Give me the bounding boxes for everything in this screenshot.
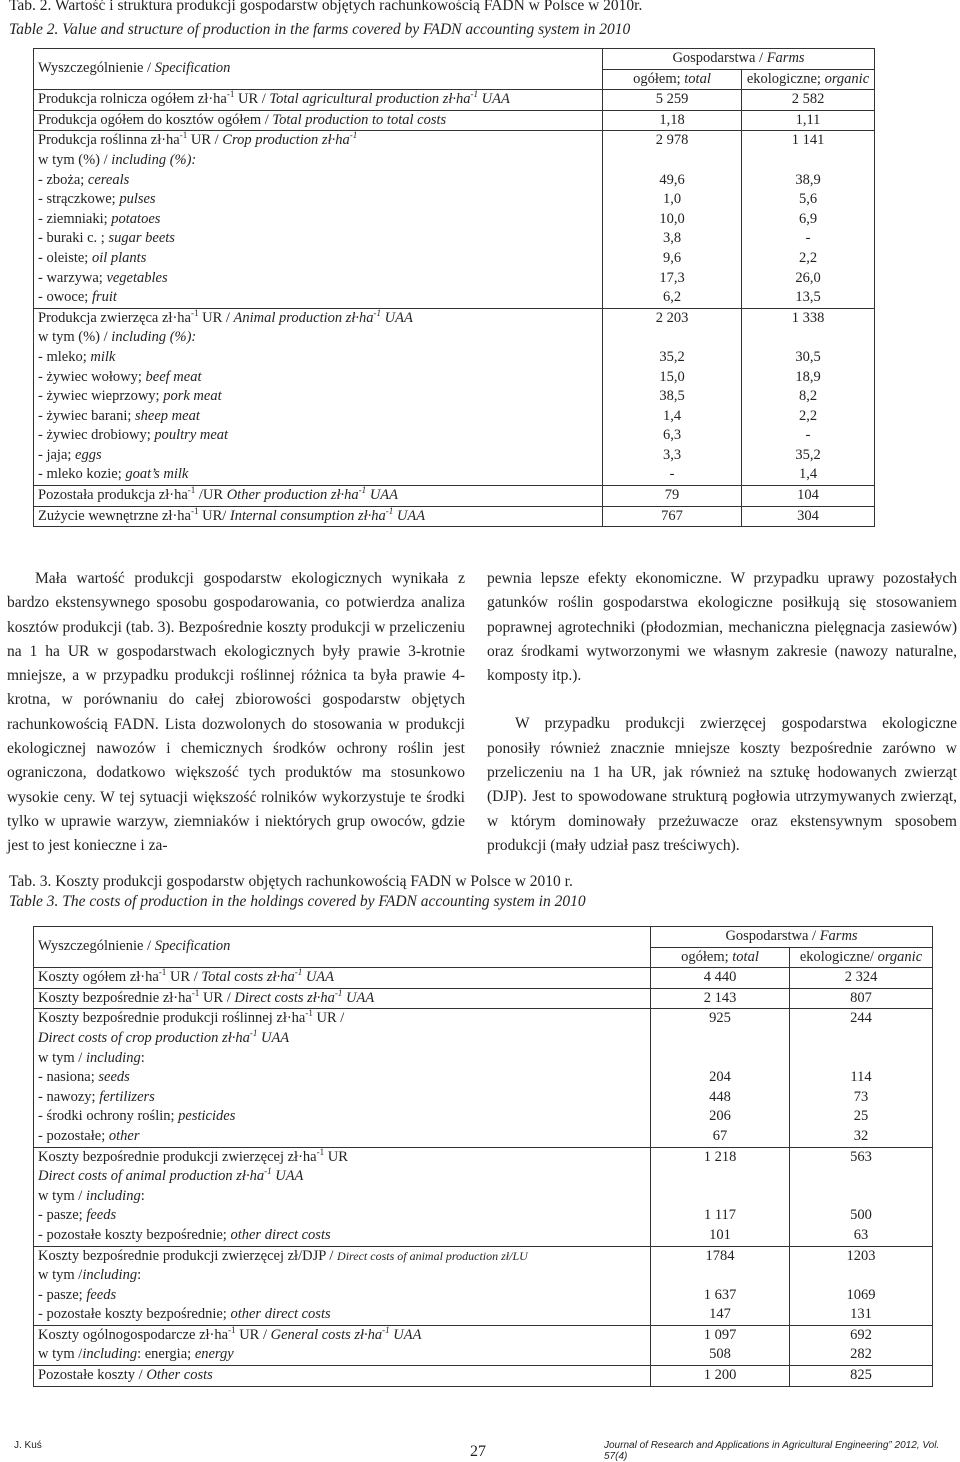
value-total: 79 bbox=[603, 486, 742, 507]
table-row bbox=[34, 210, 875, 230]
row-label: - owoce; fruit bbox=[34, 288, 603, 308]
value-total bbox=[651, 1187, 790, 1207]
table-row bbox=[34, 1009, 933, 1029]
value-organic: 104 bbox=[742, 486, 875, 507]
table3 bbox=[33, 926, 933, 1387]
row-label: w tym / including: bbox=[34, 1049, 651, 1069]
table3-caption-en: Table 3. The costs of production in the holdings covered by FADN accounting system in 2010 bbox=[9, 893, 586, 910]
row-label: w tym /including: energia; energy bbox=[34, 1345, 651, 1365]
value-total: 17,3 bbox=[603, 269, 742, 289]
value-total: 6,2 bbox=[603, 288, 742, 308]
value-organic: 500 bbox=[790, 1206, 933, 1226]
value-total: 1,0 bbox=[603, 190, 742, 210]
value-total: 925 bbox=[651, 1009, 790, 1029]
row-label: - zboża; cereals bbox=[34, 171, 603, 191]
row-label: - ziemniaki; potatoes bbox=[34, 210, 603, 230]
value-total: 35,2 bbox=[603, 348, 742, 368]
value-total: 101 bbox=[651, 1226, 790, 1246]
row-label: Produkcja zwierzęca $zł\cdot ha^{-1}$ UR / Animal production $zł\cdot ha^{-1}$ UAA bbox=[34, 308, 603, 328]
value-total bbox=[651, 1266, 790, 1286]
value-total: 6,3 bbox=[603, 426, 742, 446]
value-organic: 304 bbox=[742, 506, 875, 527]
value-organic: 5,6 bbox=[742, 190, 875, 210]
value-organic: - bbox=[742, 229, 875, 249]
table-row bbox=[34, 1187, 933, 1207]
value-organic: 18,9 bbox=[742, 368, 875, 388]
row-label: Koszty bezpośrednie produkcji zwierzęcej $zł\cdot ha^{-1}$ UR bbox=[34, 1147, 651, 1167]
table2-caption-en: Table 2. Value and structure of production in the farms covered by FADN accounting system in 2010 bbox=[9, 21, 631, 38]
value-organic: 30,5 bbox=[742, 348, 875, 368]
table2-header-farms: Gospodarstwa / Farms bbox=[603, 49, 875, 70]
row-label: - pozostałe koszty bezpośrednie; other direct costs bbox=[34, 1305, 651, 1325]
table-row bbox=[34, 90, 875, 111]
table-row bbox=[34, 151, 875, 171]
table-row bbox=[34, 1246, 933, 1266]
table3-caption-pl: Tab. 3. Koszty produkcji gospodarstw objętych rachunkowością FADN w Polsce w 2010 r. bbox=[9, 873, 573, 890]
value-organic: 563 bbox=[790, 1147, 933, 1167]
table3-header-spec: Wyszczególnienie / Specification bbox=[34, 927, 651, 968]
table-row bbox=[34, 506, 875, 527]
row-label: Zużycie wewnętrzne $zł\cdot ha^{-1}$ UR/ Internal consumption $zł\cdot ha^{-1}$ UAA bbox=[34, 506, 603, 527]
value-organic: 13,5 bbox=[742, 288, 875, 308]
value-total: 15,0 bbox=[603, 368, 742, 388]
value-total: - bbox=[603, 465, 742, 485]
value-organic: 1,4 bbox=[742, 465, 875, 485]
value-organic: 1203 bbox=[790, 1246, 933, 1266]
table-row bbox=[34, 426, 875, 446]
row-label: - żywiec barani; sheep meat bbox=[34, 407, 603, 427]
table-row bbox=[34, 1345, 933, 1365]
table-row bbox=[34, 249, 875, 269]
value-total: 1,4 bbox=[603, 407, 742, 427]
value-organic: 8,2 bbox=[742, 387, 875, 407]
table3-header-total: ogółem; total bbox=[651, 947, 790, 968]
row-label: Pozostała produkcja $zł\cdot ha^{-1}$ /UR Other production $zł\cdot ha^{-1}$ UAA bbox=[34, 486, 603, 507]
value-total bbox=[603, 151, 742, 171]
row-label: Koszty ogółem $zł\cdot ha^{-1}$ UR / Total costs $zł\cdot ha^{-1}$ UAA bbox=[34, 968, 651, 989]
value-organic: 25 bbox=[790, 1107, 933, 1127]
table-row bbox=[34, 1206, 933, 1226]
value-total: 147 bbox=[651, 1305, 790, 1325]
row-label: Pozostałe koszty / Other costs bbox=[34, 1366, 651, 1387]
row-label: - jaja; eggs bbox=[34, 446, 603, 466]
row-label: Direct costs of animal production $zł\cdot ha^{-1}$ UAA bbox=[34, 1167, 651, 1187]
value-organic: 2,2 bbox=[742, 407, 875, 427]
value-organic bbox=[790, 1187, 933, 1207]
row-label: - żywiec drobiowy; poultry meat bbox=[34, 426, 603, 446]
table3-header-farms: Gospodarstwa / Farms bbox=[651, 927, 933, 948]
row-label: Koszty bezpośrednie produkcji roślinnej $zł\cdot ha^{-1}$ UR / bbox=[34, 1009, 651, 1029]
value-total: 206 bbox=[651, 1107, 790, 1127]
value-organic: 244 bbox=[790, 1009, 933, 1029]
table-row bbox=[34, 1068, 933, 1088]
row-label: - warzywa; vegetables bbox=[34, 269, 603, 289]
row-label: - strączkowe; pulses bbox=[34, 190, 603, 210]
footer-author: J. Kuś bbox=[14, 1440, 42, 1451]
table-row bbox=[34, 368, 875, 388]
table-row bbox=[34, 1286, 933, 1306]
row-label: - środki ochrony roślin; pesticides bbox=[34, 1107, 651, 1127]
value-total: 10,0 bbox=[603, 210, 742, 230]
value-organic: 1,11 bbox=[742, 110, 875, 131]
value-organic: 38,9 bbox=[742, 171, 875, 191]
table-row bbox=[34, 1266, 933, 1286]
value-organic: 2 582 bbox=[742, 90, 875, 111]
value-total bbox=[651, 1029, 790, 1049]
value-total: 2 143 bbox=[651, 988, 790, 1009]
footer-journal: Journal of Research and Applications in Agricultural Engineering” 2012, Vol. 57(4) bbox=[604, 1440, 940, 1462]
table-row bbox=[34, 1147, 933, 1167]
table-row bbox=[34, 988, 933, 1009]
table-row bbox=[34, 1127, 933, 1147]
table-row bbox=[34, 269, 875, 289]
value-organic: 114 bbox=[790, 1068, 933, 1088]
value-total: 1 218 bbox=[651, 1147, 790, 1167]
value-total: 448 bbox=[651, 1088, 790, 1108]
value-organic: 73 bbox=[790, 1088, 933, 1108]
row-label: - nasiona; seeds bbox=[34, 1068, 651, 1088]
value-organic: 2,2 bbox=[742, 249, 875, 269]
table-row bbox=[34, 1366, 933, 1387]
table-row bbox=[34, 1325, 933, 1345]
row-label: Koszty bezpośrednie produkcji zwierzęcej zł/DJP / Direct costs of animal production zł/LU bbox=[34, 1246, 651, 1266]
body-text-right: pewnia lepsze efekty ekonomiczne. W przypadku uprawy pozostałych gatunków roślin gospodarstwa ekologiczne posiłkują się stosowaniem poprawnej agrotechniki (płodozmian, mechaniczna pielęgnacja zasiewów) oraz środkami wytworzonymi we własnym zakresie (nawozy naturalne, komposty itp.). W przypadku produkcji zwierzęcej gospodarstwa ekologiczne ponosiły również znacznie mniejsze koszty bezpośrednie zarówno w przeliczeniu na 1 ha UR, jak również na sztukę hodowanych zwierząt (DJP). Jest to spowodowane strukturą pogłowia utrzymywanych zwierząt, w którym dominowały przeżuwacze oraz ekstensywnym sposobem produkcji (mały udział pasz treściwych). bbox=[487, 570, 957, 854]
value-total: 1,18 bbox=[603, 110, 742, 131]
row-label: - mleko; milk bbox=[34, 348, 603, 368]
row-label: - żywiec wieprzowy; pork meat bbox=[34, 387, 603, 407]
value-organic bbox=[742, 151, 875, 171]
table-row bbox=[34, 171, 875, 191]
row-label: - pasze; feeds bbox=[34, 1206, 651, 1226]
row-label: w tym /including: bbox=[34, 1266, 651, 1286]
value-organic: 1 141 bbox=[742, 131, 875, 151]
value-organic: 807 bbox=[790, 988, 933, 1009]
value-total: 1 200 bbox=[651, 1366, 790, 1387]
table-row bbox=[34, 1107, 933, 1127]
value-total: 1784 bbox=[651, 1246, 790, 1266]
value-organic: 692 bbox=[790, 1325, 933, 1345]
value-organic: 1069 bbox=[790, 1286, 933, 1306]
table-row bbox=[34, 407, 875, 427]
table-row bbox=[34, 328, 875, 348]
row-label: - pasze; feeds bbox=[34, 1286, 651, 1306]
table3-header-organic: ekologiczne/ organic bbox=[790, 947, 933, 968]
table-row bbox=[34, 190, 875, 210]
value-total: 4 440 bbox=[651, 968, 790, 989]
value-total: 38,5 bbox=[603, 387, 742, 407]
value-organic: 131 bbox=[790, 1305, 933, 1325]
table-row bbox=[34, 110, 875, 131]
value-organic: 26,0 bbox=[742, 269, 875, 289]
value-total bbox=[603, 328, 742, 348]
table2-header-organic: ekologiczne; organic bbox=[742, 69, 875, 90]
table-row bbox=[34, 387, 875, 407]
table2-header-total: ogółem; total bbox=[603, 69, 742, 90]
value-organic: 2 324 bbox=[790, 968, 933, 989]
value-organic bbox=[790, 1049, 933, 1069]
table-row bbox=[34, 1305, 933, 1325]
value-organic bbox=[790, 1266, 933, 1286]
table-row bbox=[34, 968, 933, 989]
row-label: - nawozy; fertilizers bbox=[34, 1088, 651, 1108]
value-total: 1 097 bbox=[651, 1325, 790, 1345]
value-organic: 63 bbox=[790, 1226, 933, 1246]
value-total: 67 bbox=[651, 1127, 790, 1147]
value-organic: 6,9 bbox=[742, 210, 875, 230]
table-row bbox=[34, 229, 875, 249]
value-organic: 32 bbox=[790, 1127, 933, 1147]
value-total: 49,6 bbox=[603, 171, 742, 191]
table-row bbox=[34, 465, 875, 485]
value-total: 3,3 bbox=[603, 446, 742, 466]
table-row bbox=[34, 1167, 933, 1187]
table-row bbox=[34, 348, 875, 368]
row-label: w tym (%) / including (%): bbox=[34, 328, 603, 348]
table-row bbox=[34, 308, 875, 328]
table-row bbox=[34, 1029, 933, 1049]
value-organic: - bbox=[742, 426, 875, 446]
table-row bbox=[34, 446, 875, 466]
body-text-left: Mała wartość produkcji gospodarstw ekologicznych wynikała z bardzo ekstensywnego sposobu gospodarowania, co potwierdza analiza kosztów produkcji (tab. 3). Bezpośrednie koszty produkcji w przeliczeniu na 1 ha UR w gospodarstwach ekologicznych były prawie 3-krotnie mniejsze, a w przypadku produkcji roślinnej różnica ta była prawie 4-krotna, w porównaniu do całej zbiorowości gospodarstw objętych rachunkowością FADN. Lista dozwolonych do stosowania w produkcji ekologicznej nawozów i chemicznych środków ochrony roślin jest ograniczona, dodatkowo większość tych produktów ma stosunkowo wysokie ceny. W tej sytuacji większość rolników wykorzystuje te środki tylko w uprawie warzyw, ziemniaków i niektórych grup owoców, gdzie jest to jest konieczne i za- bbox=[7, 570, 465, 855]
table2-caption-pl: Tab. 2. Wartość i struktura produkcji gospodarstw objętych rachunkowością FADN w Polsce w 2010r. bbox=[9, 0, 643, 14]
value-organic: 1 338 bbox=[742, 308, 875, 328]
value-organic: 825 bbox=[790, 1366, 933, 1387]
table2-header-spec: Wyszczególnienie / Specification bbox=[34, 49, 603, 90]
table-row bbox=[34, 1088, 933, 1108]
row-label: - żywiec wołowy; beef meat bbox=[34, 368, 603, 388]
table2 bbox=[33, 48, 875, 527]
value-total: 5 259 bbox=[603, 90, 742, 111]
row-label: Koszty ogólnogospodarcze $zł\cdot ha^{-1}$ UR / General costs $zł\cdot ha^{-1}$ UAA bbox=[34, 1325, 651, 1345]
value-organic: 282 bbox=[790, 1345, 933, 1365]
value-total: 9,6 bbox=[603, 249, 742, 269]
value-total bbox=[651, 1167, 790, 1187]
row-label: Produkcja rolnicza ogółem $zł\cdot ha^{-1}$ UR / Total agricultural production $zł\cdot ha^{-1}$ UAA bbox=[34, 90, 603, 111]
table-row bbox=[34, 1049, 933, 1069]
value-total: 2 978 bbox=[603, 131, 742, 151]
row-label: Koszty bezpośrednie $zł\cdot ha^{-1}$ UR / Direct costs $zł\cdot ha^{-1}$ UAA bbox=[34, 988, 651, 1009]
table-row bbox=[34, 1226, 933, 1246]
row-label: w tym / including: bbox=[34, 1187, 651, 1207]
row-label: Produkcja roślinna $zł\cdot ha^{-1}$ UR / Crop production $zł\cdot ha^{-1}$ bbox=[34, 131, 603, 151]
value-total: 1 117 bbox=[651, 1206, 790, 1226]
value-organic bbox=[790, 1167, 933, 1187]
row-label: w tym (%) / including (%): bbox=[34, 151, 603, 171]
row-label: - mleko kozie; goat’s milk bbox=[34, 465, 603, 485]
value-total: 3,8 bbox=[603, 229, 742, 249]
value-total: 204 bbox=[651, 1068, 790, 1088]
value-organic bbox=[742, 328, 875, 348]
row-label: - oleiste; oil plants bbox=[34, 249, 603, 269]
table-row bbox=[34, 486, 875, 507]
value-organic bbox=[790, 1029, 933, 1049]
row-label: - pozostałe koszty bezpośrednie; other direct costs bbox=[34, 1226, 651, 1246]
value-total: 1 637 bbox=[651, 1286, 790, 1306]
row-label: Direct costs of crop production $zł\cdot ha^{-1}$ UAA bbox=[34, 1029, 651, 1049]
table-row bbox=[34, 131, 875, 151]
value-total bbox=[651, 1049, 790, 1069]
footer-page-number: 27 bbox=[470, 1443, 486, 1460]
row-label: - pozostałe; other bbox=[34, 1127, 651, 1147]
value-organic: 35,2 bbox=[742, 446, 875, 466]
value-total: 2 203 bbox=[603, 308, 742, 328]
row-label: - buraki c. ; sugar beets bbox=[34, 229, 603, 249]
row-label: Produkcja ogółem do kosztów ogółem / Total production to total costs bbox=[34, 110, 603, 131]
value-total: 767 bbox=[603, 506, 742, 527]
table-row bbox=[34, 288, 875, 308]
value-total: 508 bbox=[651, 1345, 790, 1365]
